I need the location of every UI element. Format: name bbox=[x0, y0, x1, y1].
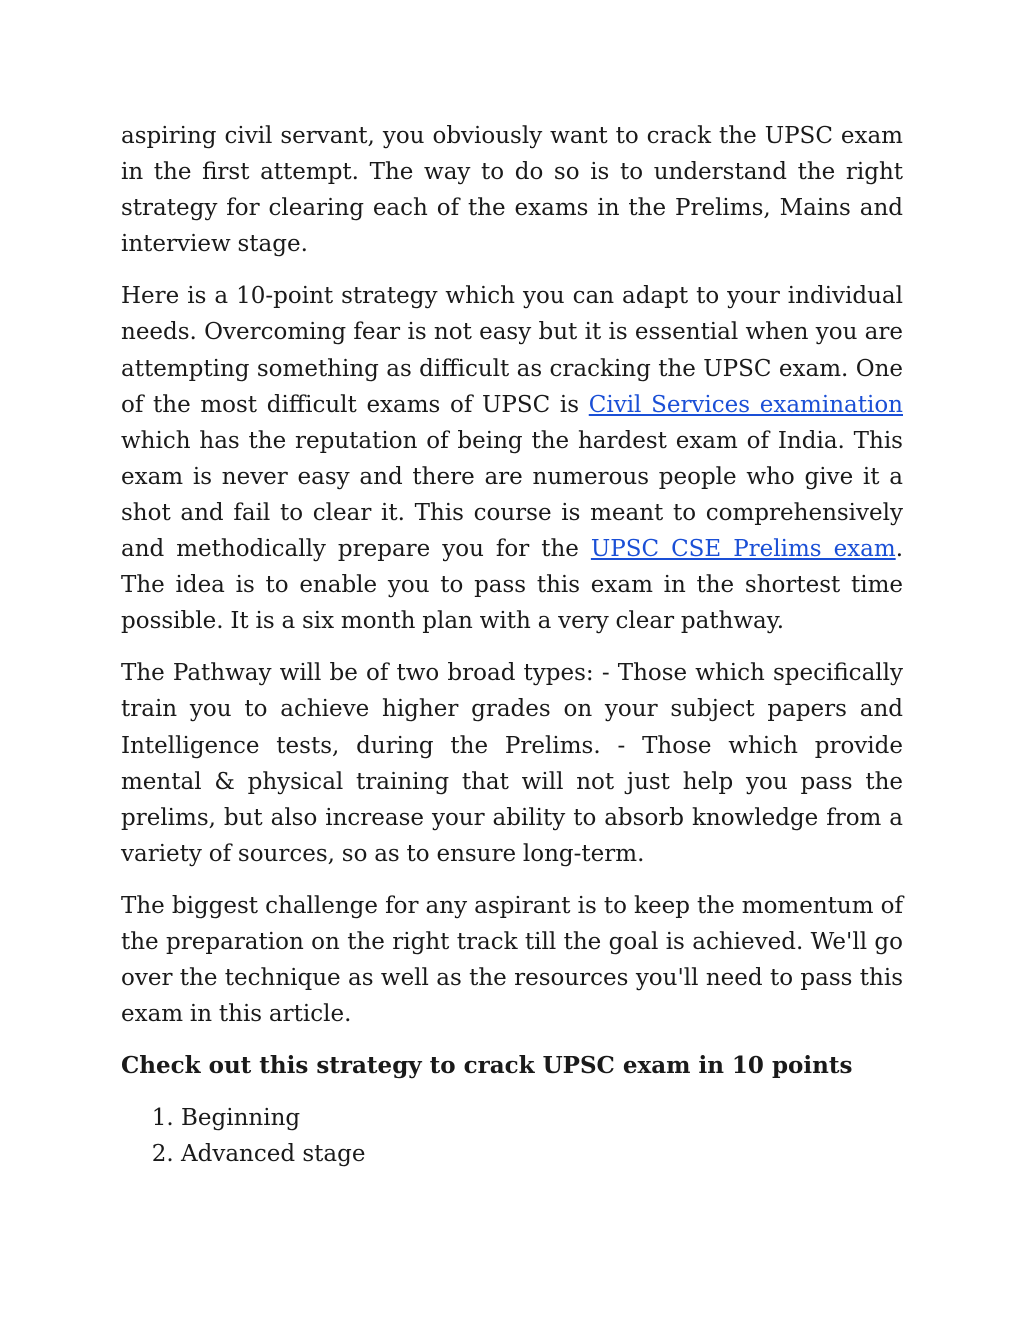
list-item: 2. Advanced stage bbox=[181, 1136, 903, 1172]
paragraph-intro: aspiring civil servant, you obviously want to crack the UPSC exam in the first attempt. The way to do so is to understand the right strategy for clearing each of the exams in the Prelims, Mains and interview stage. bbox=[121, 123, 903, 258]
paragraph-challenge: The biggest challenge for any aspirant is to keep the momentum of the preparation on the right track till the goal is achieved. We'll go over the technique as well as the resources you'll need to pass this exam in this article. bbox=[121, 892, 903, 1028]
document-page bbox=[121, 118, 903, 1172]
list-item: 1. Beginning bbox=[181, 1100, 903, 1136]
strategy-list bbox=[121, 1100, 903, 1172]
paragraph-pathway: The Pathway will be of two broad types: - Those which specifically train you to achieve higher grades on your subject papers and Intelligence tests, during the Prelims. - Those which provide mental & physical training that will not just help you pass the prelims, but also increase your ability to absorb knowledge from a variety of sources, so as to ensure long-term. bbox=[121, 660, 903, 867]
paragraph-strategy-text-c: . The idea is to enable you to pass this exam in the shortest time possible. It is a six month plan with a very clear pathway. bbox=[121, 536, 903, 635]
paragraph-strategy bbox=[121, 278, 903, 639]
civil-services-exam-link[interactable]: Civil Services examination bbox=[588, 391, 903, 418]
section-heading: Check out this strategy to crack UPSC exam in 10 points bbox=[121, 1052, 853, 1080]
upsc-cse-prelims-link[interactable]: UPSC CSE Prelims exam bbox=[590, 536, 896, 563]
paragraph-strategy-text-b: which has the reputation of being the hardest exam of India. This exam is never easy and there are numerous people who give it a shot and fail to clear it. This course is meant to comprehensively and methodically prepare you for the bbox=[121, 427, 903, 563]
paragraph-strategy-text-a: Here is a 10-point strategy which you can adapt to your individual needs. Overcoming fear is not easy but it is essential when you are attempting something as difficult as cracking the UPSC exam. One of the most difficult exams of UPSC is bbox=[121, 283, 903, 418]
